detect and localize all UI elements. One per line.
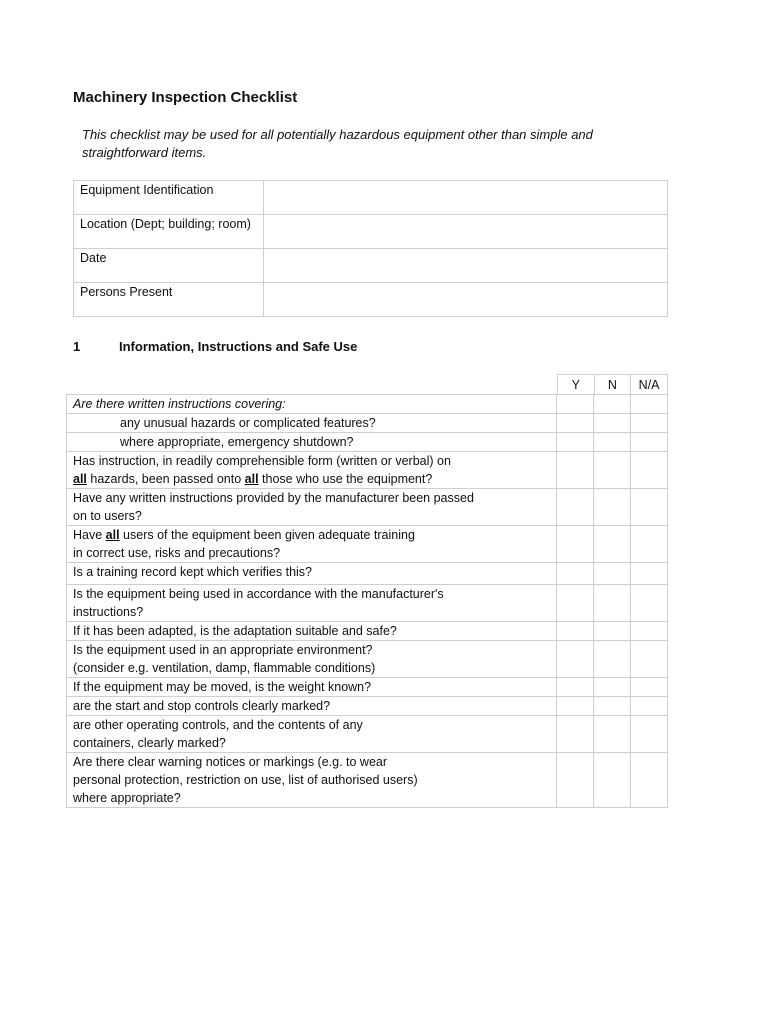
no-checkbox-cell[interactable] <box>594 489 631 526</box>
info-row <box>74 283 668 317</box>
intro-text: This checklist may be used for all potentially hazardous equipment other than simple and straightforward items. <box>82 127 593 160</box>
info-value-field[interactable] <box>263 249 667 283</box>
no-checkbox-cell[interactable] <box>594 433 631 452</box>
section-title: Information, Instructions and Safe Use <box>119 339 358 354</box>
na-checkbox-cell[interactable] <box>631 395 668 414</box>
no-checkbox-cell[interactable] <box>594 678 631 697</box>
table-row <box>67 452 668 489</box>
yes-checkbox-cell[interactable] <box>557 585 594 622</box>
na-checkbox-cell[interactable] <box>631 753 668 808</box>
no-checkbox-cell[interactable] <box>594 563 631 585</box>
info-row <box>74 181 668 215</box>
question-cell: are the start and stop controls clearly marked? <box>67 697 557 716</box>
yes-checkbox-cell[interactable] <box>557 395 594 414</box>
column-header-yes: Y <box>558 375 595 395</box>
question-cell: If it has been adapted, is the adaptation suitable and safe? <box>67 622 557 641</box>
document-title: Machinery Inspection Checklist <box>73 89 298 106</box>
table-row <box>67 716 668 753</box>
table-row <box>67 489 668 526</box>
question-cell: Have all users of the equipment been given adequate training in correct use, risks and precautions? <box>67 526 557 563</box>
yes-checkbox-cell[interactable] <box>557 753 594 808</box>
info-value-field[interactable] <box>263 283 667 317</box>
table-row <box>67 395 668 414</box>
na-checkbox-cell[interactable] <box>631 563 668 585</box>
no-checkbox-cell[interactable] <box>594 395 631 414</box>
question-cell: any unusual hazards or complicated features? <box>67 414 557 433</box>
info-row <box>74 215 668 249</box>
na-checkbox-cell[interactable] <box>631 641 668 678</box>
equipment-info-table <box>73 180 668 317</box>
yes-checkbox-cell[interactable] <box>557 622 594 641</box>
na-checkbox-cell[interactable] <box>631 526 668 563</box>
info-value-field[interactable] <box>263 215 667 249</box>
table-row <box>67 678 668 697</box>
table-row <box>67 414 668 433</box>
info-row <box>74 249 668 283</box>
table-row <box>67 585 668 622</box>
no-checkbox-cell[interactable] <box>594 414 631 433</box>
yes-checkbox-cell[interactable] <box>557 433 594 452</box>
no-checkbox-cell[interactable] <box>594 452 631 489</box>
column-header-no: N <box>594 375 631 395</box>
na-checkbox-cell[interactable] <box>631 716 668 753</box>
na-checkbox-cell[interactable] <box>631 585 668 622</box>
question-cell: where appropriate, emergency shutdown? <box>67 433 557 452</box>
section-heading <box>73 339 357 354</box>
na-checkbox-cell[interactable] <box>631 452 668 489</box>
yes-checkbox-cell[interactable] <box>557 697 594 716</box>
na-checkbox-cell[interactable] <box>631 489 668 526</box>
yes-checkbox-cell[interactable] <box>557 563 594 585</box>
yes-checkbox-cell[interactable] <box>557 489 594 526</box>
question-cell: Have any written instructions provided by the manufacturer been passed on to users? <box>67 489 557 526</box>
info-label: Persons Present <box>74 283 264 317</box>
table-row <box>67 753 668 808</box>
no-checkbox-cell[interactable] <box>594 753 631 808</box>
question-cell: are other operating controls, and the contents of any containers, clearly marked? <box>67 716 557 753</box>
column-header-na: N/A <box>631 375 668 395</box>
question-cell: Has instruction, in readily comprehensible form (written or verbal) on all hazards, been passed onto all those who use the equipment? <box>67 452 557 489</box>
na-checkbox-cell[interactable] <box>631 622 668 641</box>
no-checkbox-cell[interactable] <box>594 697 631 716</box>
yes-checkbox-cell[interactable] <box>557 716 594 753</box>
question-cell: Is the equipment being used in accordance with the manufacturer's instructions? <box>67 585 557 622</box>
question-cell: Are there clear warning notices or markings (e.g. to wear personal protection, restriction on use, list of authorised users) where appropriate? <box>67 753 557 808</box>
no-checkbox-cell[interactable] <box>594 716 631 753</box>
checklist-table <box>66 394 668 808</box>
info-label: Equipment Identification <box>74 181 264 215</box>
answer-column-headers <box>557 374 668 395</box>
info-value-field[interactable] <box>263 181 667 215</box>
question-cell: Is the equipment used in an appropriate environment? (consider e.g. ventilation, damp, flammable conditions) <box>67 641 557 678</box>
question-cell: Is a training record kept which verifies this? <box>67 563 557 585</box>
na-checkbox-cell[interactable] <box>631 697 668 716</box>
table-row <box>67 622 668 641</box>
no-checkbox-cell[interactable] <box>594 641 631 678</box>
no-checkbox-cell[interactable] <box>594 585 631 622</box>
na-checkbox-cell[interactable] <box>631 433 668 452</box>
yes-checkbox-cell[interactable] <box>557 452 594 489</box>
na-checkbox-cell[interactable] <box>631 678 668 697</box>
yes-checkbox-cell[interactable] <box>557 414 594 433</box>
yes-checkbox-cell[interactable] <box>557 678 594 697</box>
no-checkbox-cell[interactable] <box>594 526 631 563</box>
info-label: Location (Dept; building; room) <box>74 215 264 249</box>
info-label: Date <box>74 249 264 283</box>
table-row <box>67 563 668 585</box>
question-cell: If the equipment may be moved, is the weight known? <box>67 678 557 697</box>
no-checkbox-cell[interactable] <box>594 622 631 641</box>
table-row <box>67 526 668 563</box>
table-row <box>67 433 668 452</box>
table-row <box>67 697 668 716</box>
section-number: 1 <box>73 339 81 354</box>
yes-checkbox-cell[interactable] <box>557 526 594 563</box>
question-cell: Are there written instructions covering: <box>67 395 557 414</box>
table-row <box>67 641 668 678</box>
na-checkbox-cell[interactable] <box>631 414 668 433</box>
yes-checkbox-cell[interactable] <box>557 641 594 678</box>
